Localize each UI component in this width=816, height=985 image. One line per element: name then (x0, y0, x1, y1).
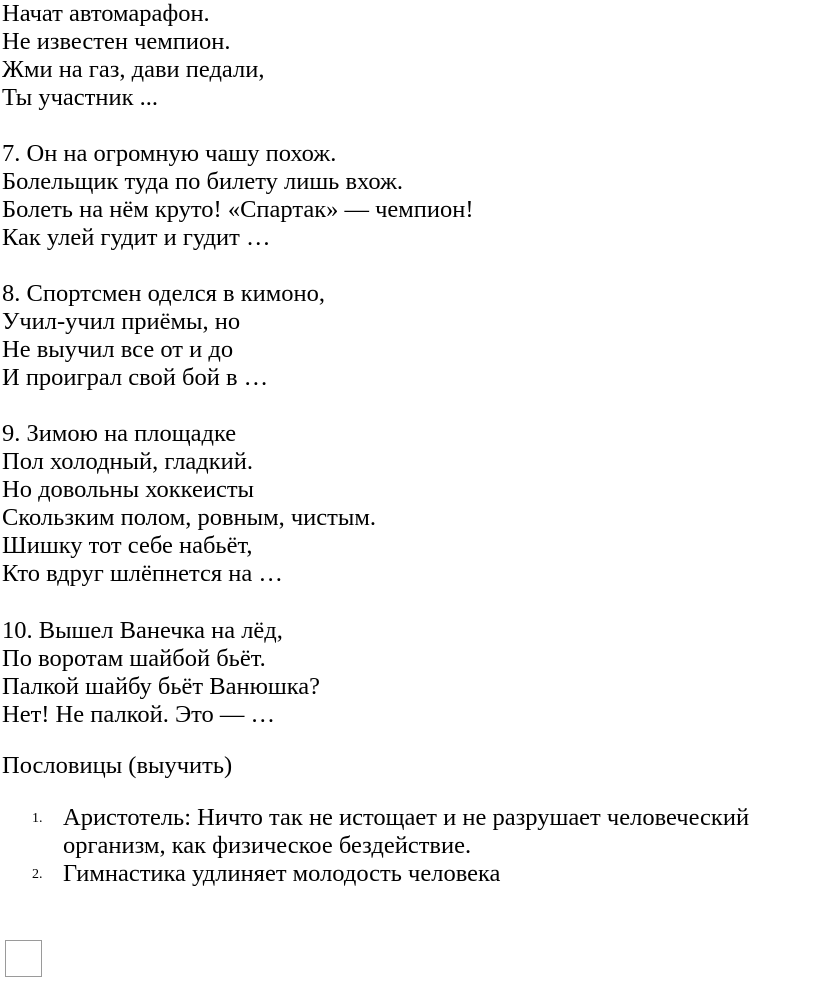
poem-line: Шишку тот себе набьёт, (2, 532, 253, 559)
poem-line: И проиграл свой бой в … (2, 364, 269, 391)
list-number: 1. (32, 811, 43, 826)
poem-line: По воротам шайбой бьёт. (2, 645, 266, 672)
proverb-text: Гимнастика удлиняет молодость человека (63, 860, 501, 887)
poem-line: Скользким полом, ровным, чистым. (2, 504, 376, 531)
poem-line: Болеть на нём круто! «Спартак» — чемпион! (2, 196, 474, 223)
poem-line: Кто вдруг шлёпнется на … (2, 560, 283, 587)
poem-line: Жми на газ, дави педали, (2, 56, 265, 83)
proverbs-heading: Пословицы (выучить) (2, 752, 233, 779)
poem-line: Начат автомарафон. (2, 0, 210, 27)
poem-line: Ты участник ... (2, 84, 158, 111)
poem-line: Нет! Не палкой. Это — … (2, 701, 276, 728)
poem-line: Но довольны хоккеисты (2, 476, 254, 503)
poem-line: Учил-учил приёмы, но (2, 308, 241, 335)
proverb-text: Аристотель: Ничто так не истощает и не разрушает человеческий (63, 804, 750, 831)
list-number: 2. (32, 867, 43, 882)
poem-line: 10. Вышел Ванечка на лёд, (2, 617, 283, 644)
poem-line: Не выучил все от и до (2, 336, 234, 363)
poem-line: 8. Спортсмен оделся в кимоно, (2, 280, 325, 307)
poem-line: Палкой шайбу бьёт Ванюшка? (2, 673, 321, 700)
poem-line: 7. Он на огромную чашу похож. (2, 140, 337, 167)
poem-line: Не известен чемпион. (2, 28, 231, 55)
poem-line: Пол холодный, гладкий. (2, 448, 254, 475)
poem-line: 9. Зимою на площадке (2, 420, 237, 447)
proverb-text: организм, как физическое бездействие. (63, 832, 472, 859)
poem-line: Болельщик туда по билету лишь вхож. (2, 168, 404, 195)
empty-checkbox-frame (5, 940, 42, 977)
poem-line: Как улей гудит и гудит … (2, 224, 271, 251)
